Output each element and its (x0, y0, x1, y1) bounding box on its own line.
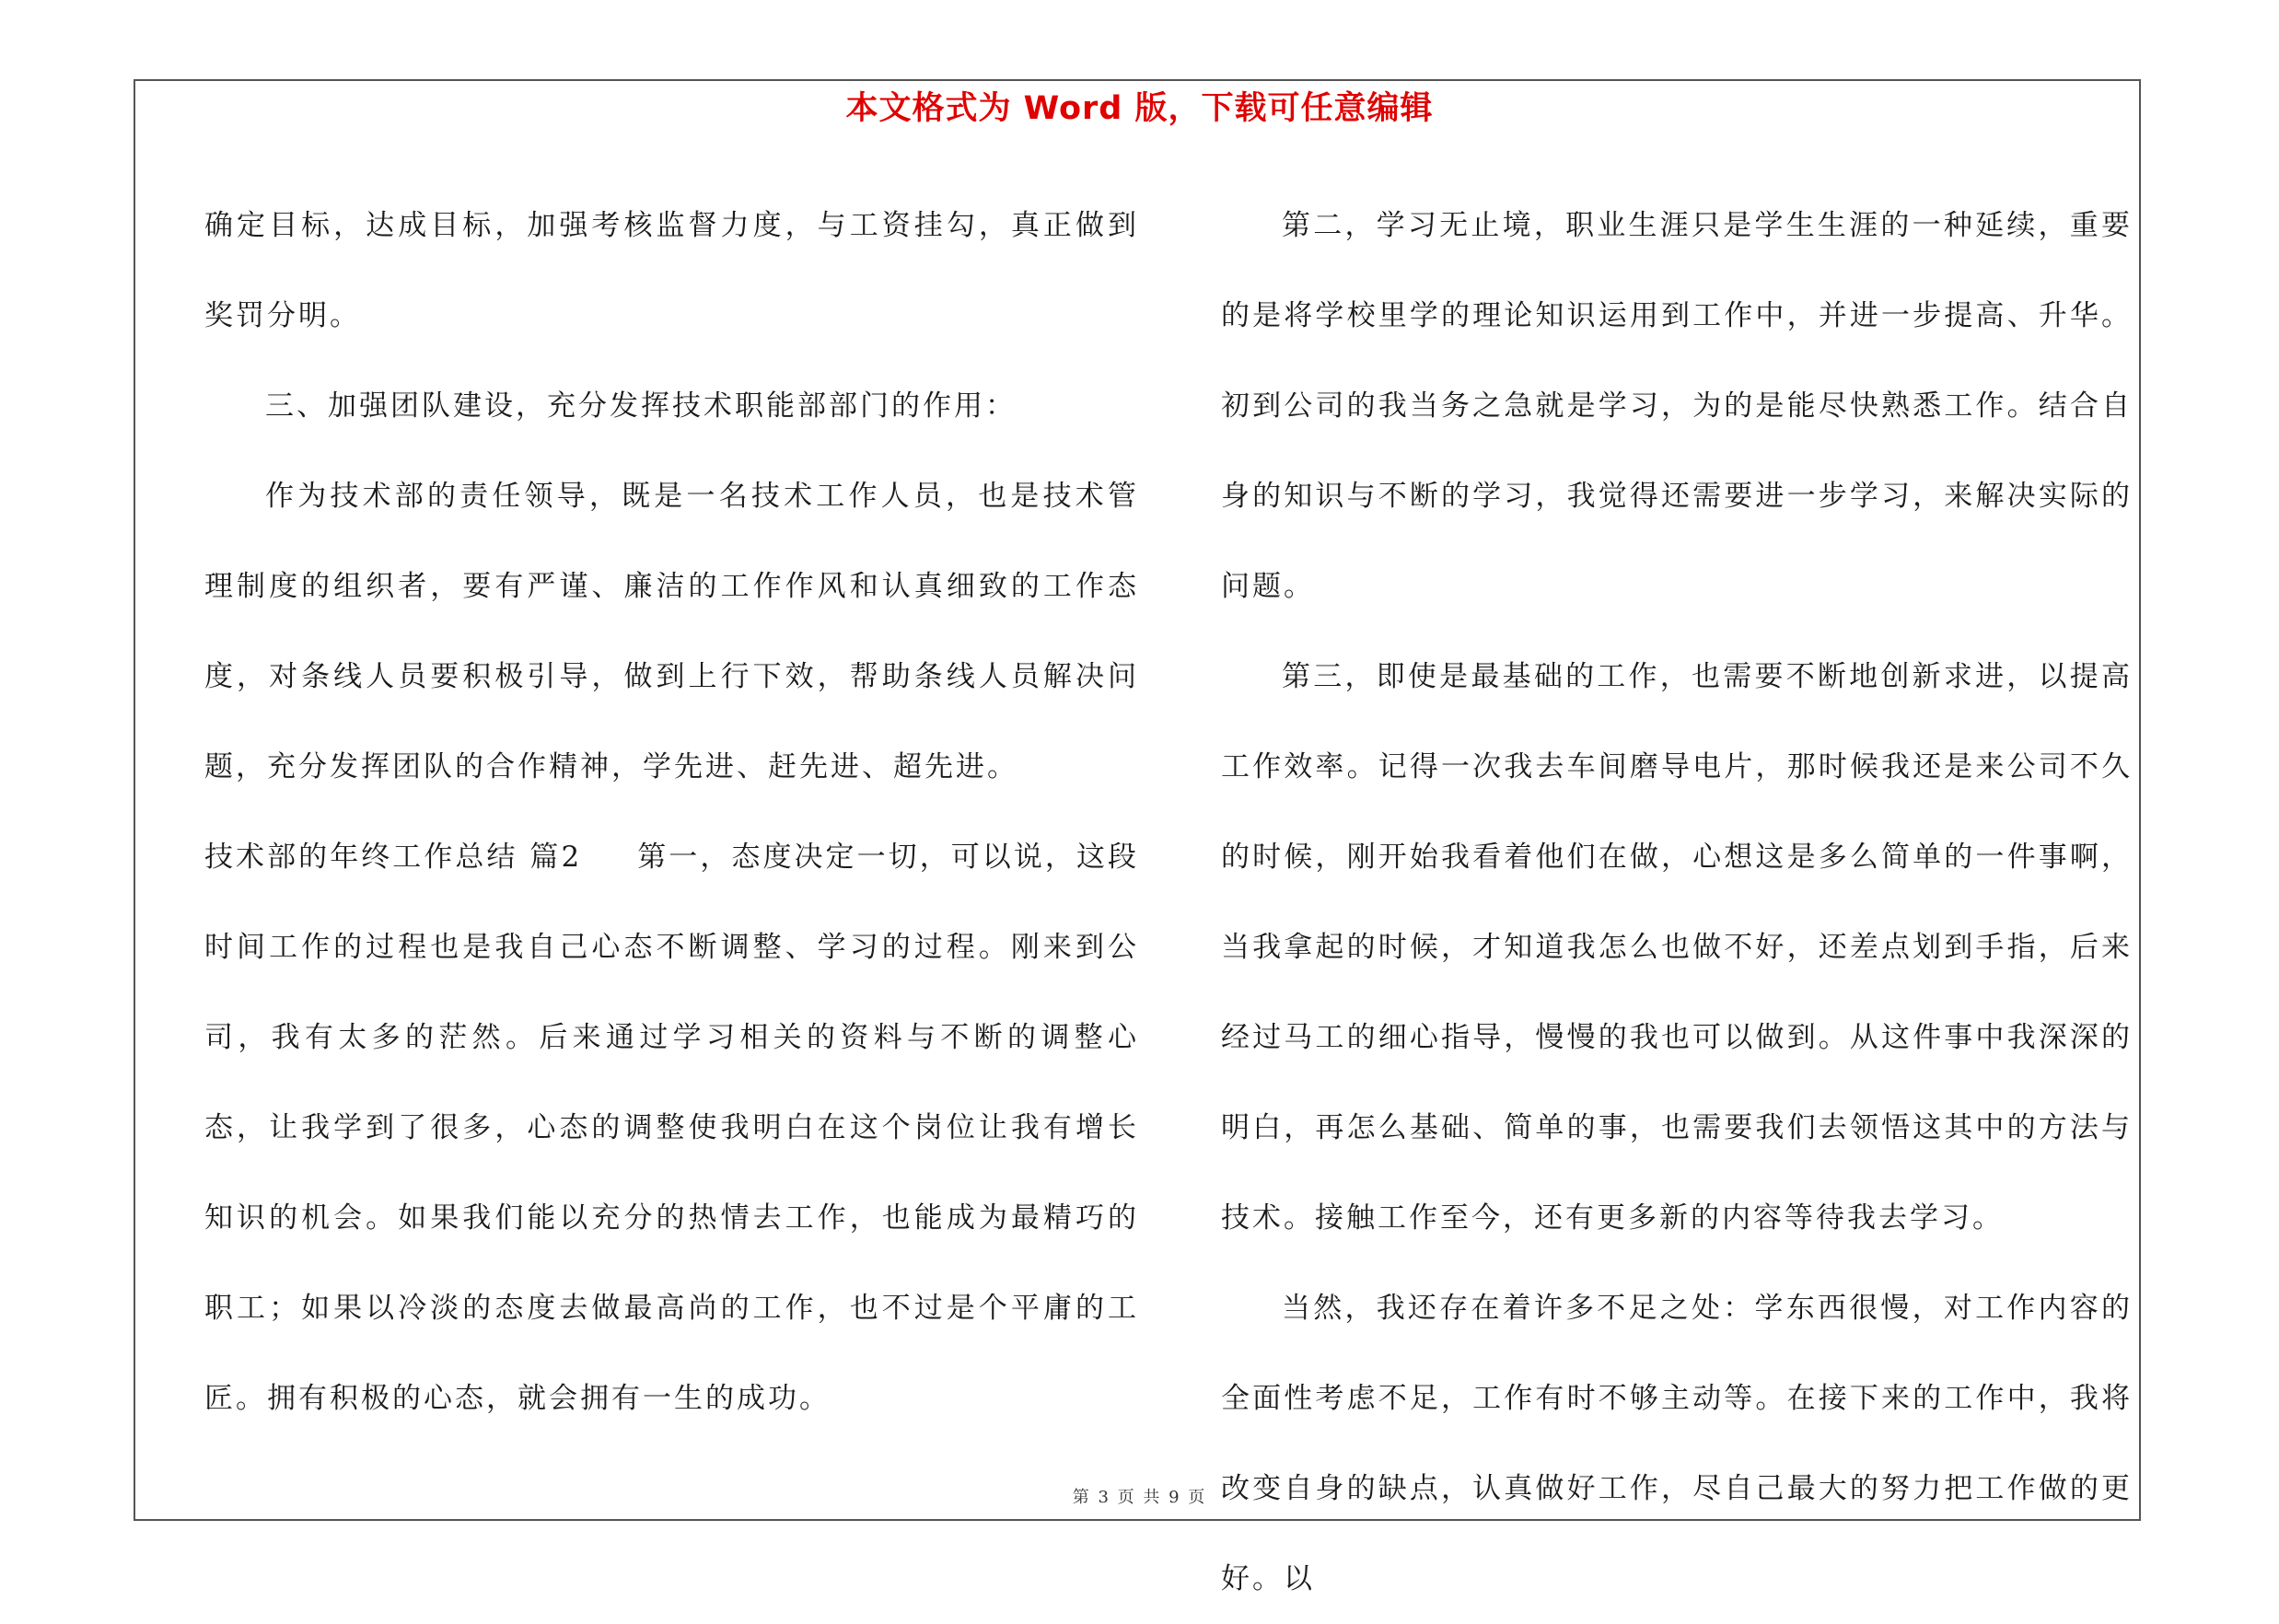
paragraph: 第二，学习无止境，职业生涯只是学生生涯的一种延续，重要的是将学校里学的理论知识运用到工作中，并进一步提高、升华。初到公司的我当务之急就是学习，为的是能尽快熟悉工作。结合自身的知识与不断的学习，我觉得还需要进一步学习，来解决实际的问题。 (1221, 209, 2133, 603)
paragraph: 作为技术部的责任领导，既是一名技术工作人员，也是技术管理制度的组织者，要有严谨、廉洁的工作作风和认真细致的工作态度，对条线人员要积极引导，做到上行下效，帮助条线人员解决问题，充分发挥团队的合作精神，学先进、赶先进、超先进。 (204, 480, 1139, 783)
left-column (204, 180, 1139, 1444)
paragraph: 三、加强团队建设，充分发挥技术职能部部门的作用： (265, 389, 1017, 423)
section-paragraph (204, 812, 1139, 1444)
format-banner: 本文格式为 Word 版，下载可任意编辑 (845, 90, 1434, 127)
section-heading: 技术部的年终工作总结 篇2 (204, 841, 583, 874)
paragraph: 第三，即使是最基础的工作，也需要不断地创新求进，以提高工作效率。记得一次我去车间磨导电片，那时候我还是来公司不久的时候，刚开始我看着他们在做，心想这是多么简单的一件事啊，当我拿起的时候，才知道我怎么也做不好，还差点划到手指，后来经过马工的细心指导，慢慢的我也可以做到。从这件事中我深深的明白，再怎么基础、简单的事，也需要我们去领悟这其中的方法与技术。接触工作至今，还有更多新的内容等待我去学习。 (1221, 660, 2133, 1235)
right-column (1221, 180, 2133, 1624)
paragraph: 当然，我还存在着许多不足之处：学东西很慢，对工作内容的全面性考虑不足，工作有时不够主动等。在接下来的工作中，我将改变自身的缺点，认真做好工作，尽自己最大的努力把工作做的更好。以 (1221, 1292, 2133, 1595)
paragraph: 确定目标，达成目标，加强考核监督力度，与工资挂勾，真正做到奖罚分明。 (204, 209, 1139, 332)
page-number-footer: 第 3 页 共 9 页 (1072, 1488, 1207, 1507)
paragraph-text: 第一，态度决定一切，可以说，这段时间工作的过程也是我自己心态不断调整、学习的过程。刚来到公司，我有太多的茫然。后来通过学习相关的资料与不断的调整心态，让我学到了很多，心态的调整使我明白在这个岗位让我有增长知识的机会。如果我们能以充分的热情去工作，也能成为最精巧的职工；如果以冷淡的态度去做最高尚的工作，也不过是个平庸的工匠。拥有积极的心态，就会拥有一生的成功。 (204, 841, 1139, 1415)
